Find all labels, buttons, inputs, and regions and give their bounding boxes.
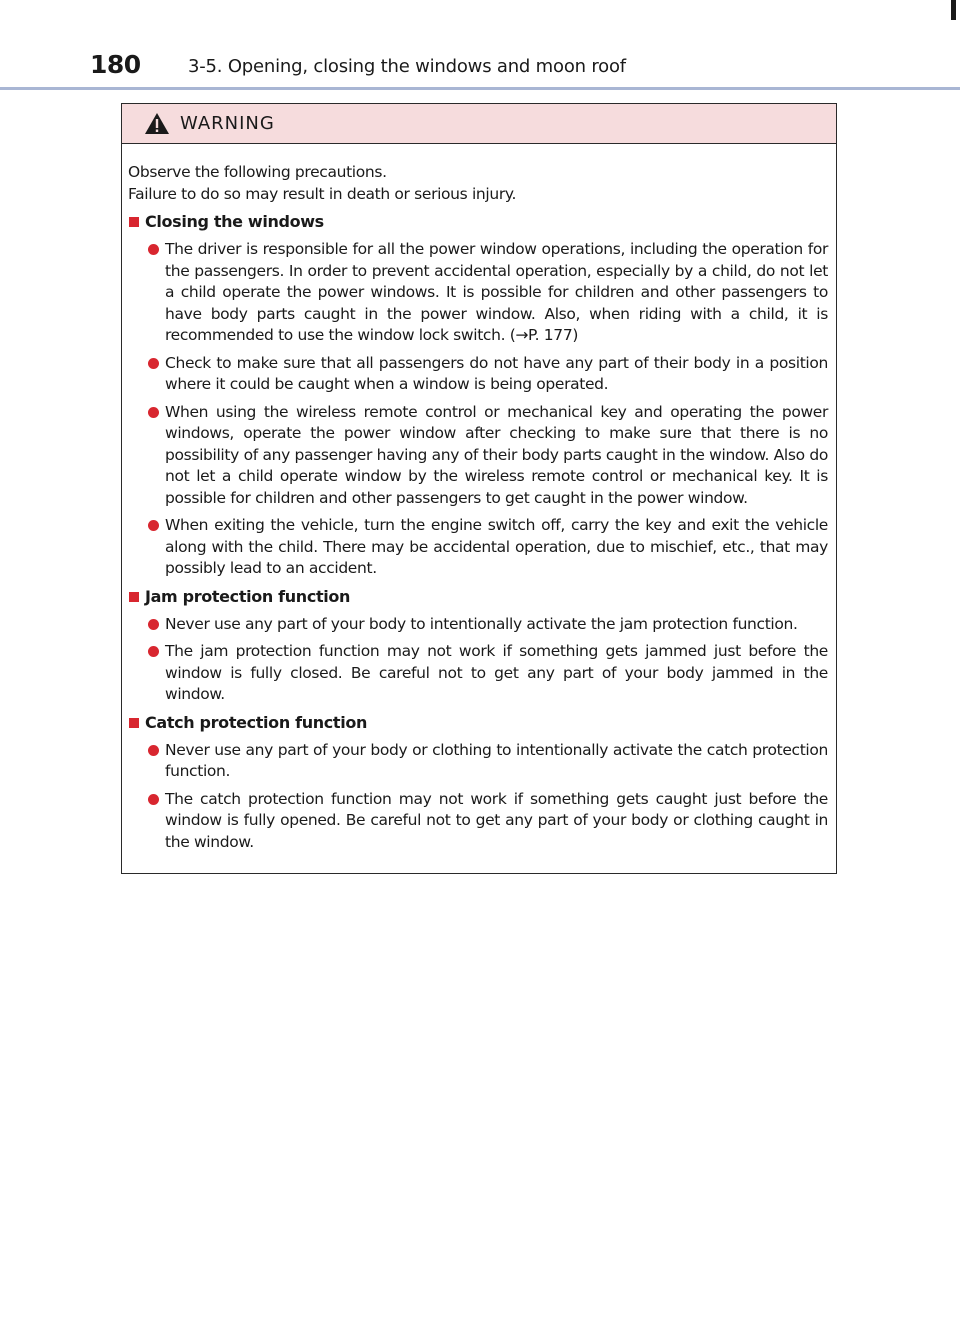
circle-bullet-icon: [148, 244, 159, 255]
warning-intro: [128, 162, 828, 205]
circle-bullet-icon: [148, 745, 159, 756]
subhead-jam-protection: [128, 586, 828, 608]
square-bullet-icon: [129, 718, 139, 728]
page-number: 180: [90, 50, 141, 79]
bullet-text: The jam protection function may not work if something gets jammed just before the window is fully closed. Be careful not to get any part of your body jammed in the window.: [165, 642, 828, 703]
subhead-text: Catch protection function: [145, 712, 368, 732]
warning-header: [122, 104, 836, 144]
square-bullet-icon: [129, 217, 139, 227]
bullet-text: Never use any part of your body or clothing to intentionally activate the catch protection function.: [165, 740, 828, 780]
list-item: [128, 353, 828, 396]
bullet-text: When using the wireless remote control or mechanical key and operating the power windows, operate the power window after checking to make sure that there is no possibility of any passenger having any of their body parts caught in the window. Also do not let a child operate window by the wireless remote control or mechanical key. It is possible for children and other passengers to get caught in the power window.: [165, 402, 828, 507]
list-item: [128, 402, 828, 510]
bullet-text: Never use any part of your body to intentionally activate the jam protection function.: [165, 614, 798, 633]
circle-bullet-icon: [148, 646, 159, 657]
warning-title: WARNING: [180, 113, 275, 134]
bullet-text: Check to make sure that all passengers do not have any part of their body in a position where it could be caught when a window is being operated.: [165, 353, 828, 393]
list-item: [128, 239, 828, 347]
list-item: [128, 641, 828, 706]
section-title: 3-5. Opening, closing the windows and moon roof: [188, 56, 626, 77]
circle-bullet-icon: [148, 794, 159, 805]
list-item: [128, 515, 828, 580]
list-item: [128, 614, 828, 636]
intro-line: Failure to do so may result in death or serious injury.: [128, 184, 517, 203]
bullet-text: The driver is responsible for all the power window operations, including the operation for the passengers. In order to prevent accidental operation, especially by a child, do not let a child operate the power windows. It is possible for children and other passengers to have body parts caught in the power window. Also, when riding with a child, it is recommended to use the window lock switch. (→P. 177): [165, 240, 828, 344]
warning-triangle-icon: [144, 112, 170, 135]
bullet-text: When exiting the vehicle, turn the engine switch off, carry the key and exit the vehicle along with the child. There may be accidental operation, due to mischief, etc., that may possibly lead to an accident.: [165, 516, 828, 577]
warning-box: [121, 103, 837, 874]
circle-bullet-icon: [148, 619, 159, 630]
subhead-text: Jam protection function: [145, 586, 351, 606]
square-bullet-icon: [129, 592, 139, 602]
list-item: [128, 789, 828, 854]
circle-bullet-icon: [148, 358, 159, 369]
subhead-text: Closing the windows: [145, 212, 324, 231]
page-edge-tab: [951, 0, 956, 20]
subhead-catch-protection: [128, 712, 828, 734]
header-rule: [0, 87, 960, 90]
circle-bullet-icon: [148, 407, 159, 418]
circle-bullet-icon: [148, 520, 159, 531]
list-item: [128, 740, 828, 783]
intro-line: Observe the following precautions.: [128, 163, 387, 181]
bullet-text: The catch protection function may not work if something gets caught just before the window is fully opened. Be careful not to get any part of your body or clothing caught in the window.: [165, 789, 828, 851]
subhead-closing-windows: [128, 211, 828, 233]
warning-body: [122, 144, 836, 853]
